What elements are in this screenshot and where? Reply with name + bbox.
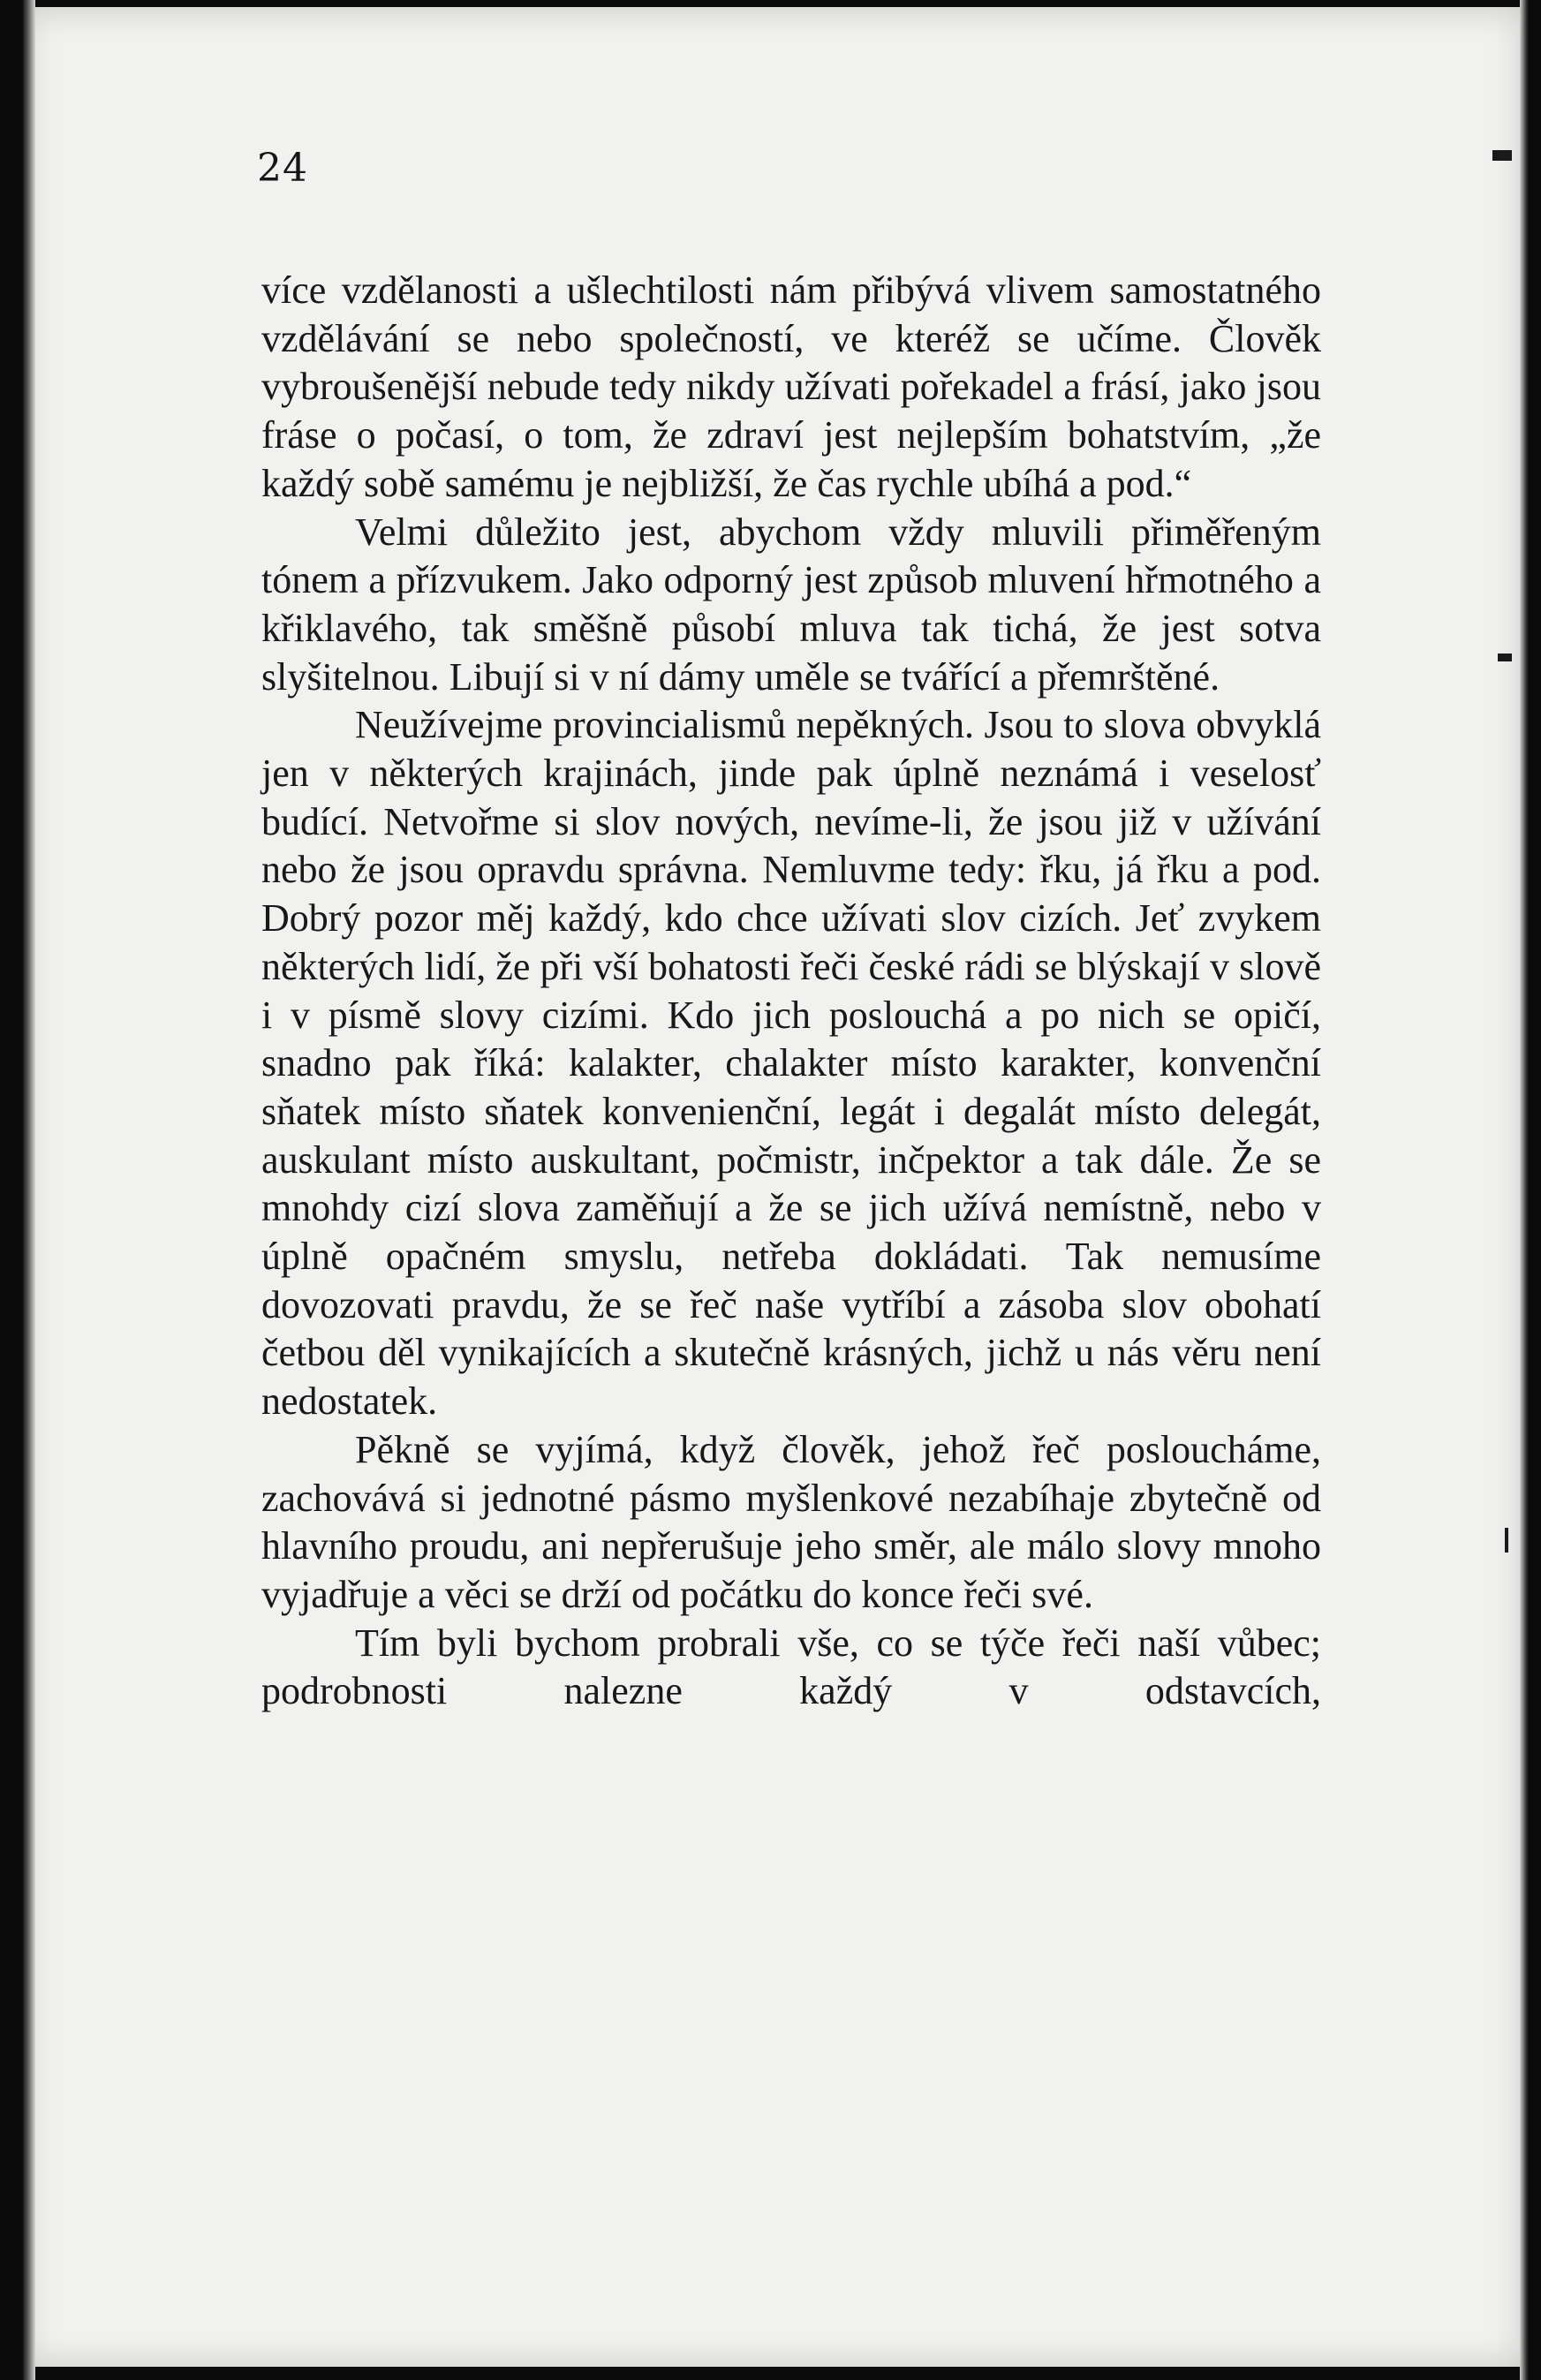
page-right-edge: [1520, 0, 1529, 2380]
paragraph: Velmi důležito jest, abychom vždy mluvili přiměřeným tónem a přízvukem. Jako odporný jest způsob mluvení hřmotného a křiklavého, tak směšně působí mluva tak tichá, že jest sotva slyšitelnou. Libují si v ní dámy uměle se tvářící a přemrštěné.: [261, 510, 1321, 699]
paragraph: Tím byli bychom probrali vše, co se týče řeči naší vůbec; podrobnosti nalezne každý v odstavcích,: [261, 1621, 1321, 1713]
paragraph: Pěkně se vyjímá, když člověk, jehož řeč posloucháme, zachovává si jednotné pásmo myšlenkové nezabíhaje zbytečně od hlavního proudu, ani nepřerušuje jeho směr, ale málo slovy mnoho vyjadřuje a věci se drží od počátku do konce řeči své.: [261, 1427, 1321, 1616]
body-text: [261, 267, 1321, 1716]
scan-artifact: [1498, 654, 1512, 661]
paragraph: více vzdělanosti a ušlechtilosti nám přibývá vlivem samostatného vzdělávání se nebo společností, ve kteréž se učíme. Člověk vybroušenější nebude tedy nikdy užívati pořekadel a frásí, jako jsou fráse o počasí, o tom, že zdraví jest nejlepším bohatstvím, „že každý sobě samému je nejbližší, že čas rychle ubíhá a pod.“: [261, 268, 1321, 505]
scan-artifact: [1505, 1528, 1508, 1553]
page-number: 24: [257, 146, 308, 191]
paragraph: Neužívejme provincialismů nepěkných. Jsou to slova obvyklá jen v některých krajinách, jinde pak úplně neznámá i veselosť budící. Netvořme si slov nových, nevíme-li, že jsou již v užívání nebo že jsou opravdu správna. Nemluvme tedy: řku, já řku a pod. Dobrý pozor měj každý, kdo chce užívati slov cizích. Jeť zvykem některých lidí, že při vší bohatosti řeči české rádi se blýskají v slově i v písmě slovy cizími. Kdo jich poslouchá a po nich se opičí, snadno pak říká: kalakter, chalakter místo karakter, konvenční sňatek místo sňatek konvenienční, legát i degalát místo delegát, auskulant místo auskultant, počmistr, inčpektor a tak dále. Že se mnohdy cizí slova zaměňují a že se jich užívá nemístně, nebo v úplně opačném smyslu, netřeba dokládati. Tak nemusíme dovozovati pravdu, že se řeč naše vytříbí a zásoba slov obohatí četbou děl vynikajících a skutečně krásných, jichž u nás věru není nedostatek.: [261, 703, 1321, 1424]
page-left-edge: [23, 0, 35, 2380]
scan-artifact: [1492, 150, 1512, 161]
